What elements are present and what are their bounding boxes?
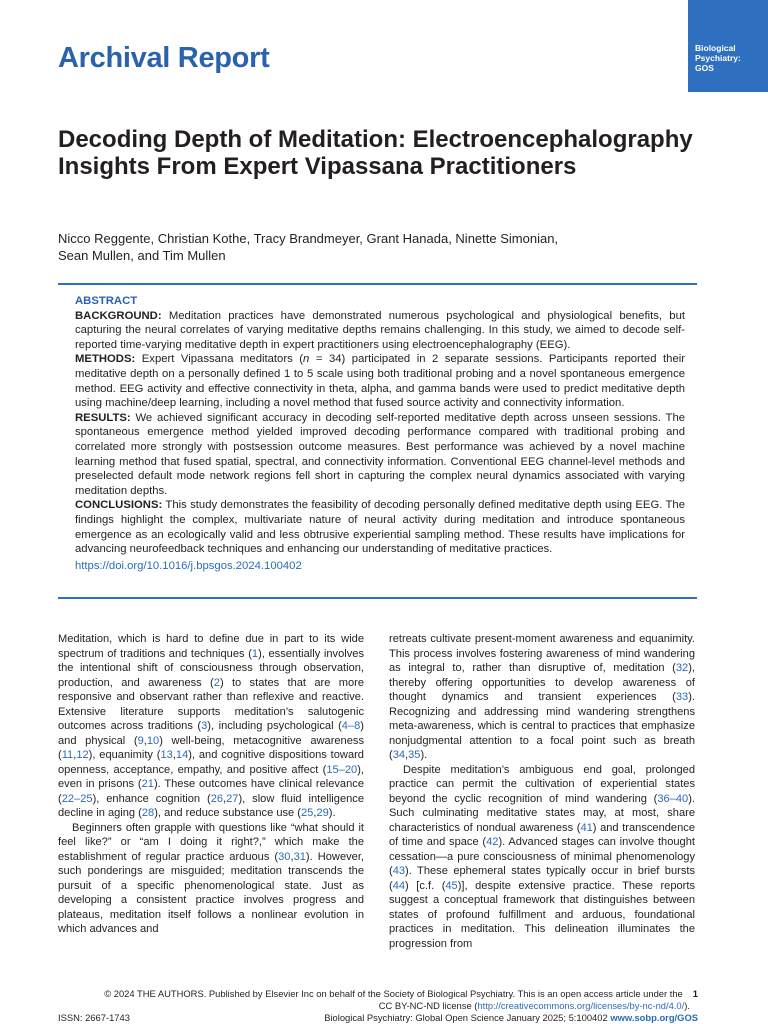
citation-link[interactable]: 29 [316, 807, 329, 819]
citation-link[interactable]: 27 [226, 792, 239, 805]
abstract-methods [75, 352, 685, 410]
citation-link[interactable]: 3 [201, 720, 208, 732]
body-column-right [389, 632, 695, 951]
citation-link[interactable]: 36–40 [657, 792, 689, 805]
journal-badge-line: Biological [695, 43, 736, 53]
journal-site-link[interactable]: www.sobp.org/GOS [610, 1012, 698, 1023]
citation-link[interactable]: 26 [210, 792, 224, 805]
citation-link[interactable]: 45 [445, 879, 458, 892]
citation-link[interactable]: 13 [160, 749, 173, 761]
abstract-heading: ABSTRACT [75, 295, 138, 307]
citation-link[interactable]: 33 [675, 691, 689, 703]
results-label: RESULTS: [75, 411, 131, 424]
citation-link[interactable]: 10 [146, 734, 160, 747]
citation-link[interactable]: 22–25 [61, 792, 93, 805]
conclusions-label: CONCLUSIONS: [75, 499, 163, 512]
citation-link[interactable]: 9 [137, 734, 144, 747]
results-text: We achieved significant accuracy in decoding self-reported meditative depth across unseen sessions. The spontaneous emergence method yielded improved decoding performance compared with traditional probing and correlated more strongly with postsession outcome measures. Best performance was achieved by a novel machine learning method that fused spatial, spectral, and connectivity information. Conventional EEG channel-level methods and preselected default mode network regions fell short in capturing the complex neural dynamics associated with varying meditation depths. [75, 411, 686, 497]
citation-link[interactable]: 21 [141, 778, 154, 790]
authors-line: Sean Mullen, and Tim Mullen [58, 248, 226, 263]
abstract-results [75, 411, 685, 499]
body-paragraph: Despite meditation’s ambiguous end goal, prolonged practice can permit the cultivation of experiential states beyond the cyclic recognition of mind wandering (36–40). Such culminating meditative states may, at most, share characteristics of nondual awareness (41) and transcendence of time and space (42). Advanced stages can involve thought cessation—a pure consciousness of minimal phenomenology (43). These ephemeral states typically occur in brief bursts (44) [c.f. (45)], despite extensive practice. These reports suggest a conceptual framework that distinguishes between states of profound fulfillment and arduous, foundational practices in meditation. This delineation illuminates the progression from [389, 763, 695, 950]
page-number: 1 [692, 988, 698, 999]
footer-bottom-row [58, 1012, 698, 1024]
citation-link[interactable]: 14 [175, 749, 189, 761]
abstract [75, 294, 685, 573]
methods-label: METHODS: [75, 353, 136, 366]
license-line [58, 988, 698, 1000]
license-link[interactable]: http://creativecommons.org/licenses/by-nc-nd/4.0/ [477, 1000, 685, 1011]
issn: ISSN: 2667-1743 [58, 1012, 130, 1023]
citation-link[interactable]: 15–20 [326, 763, 358, 776]
citation-link[interactable]: 43 [392, 865, 406, 877]
citation-link[interactable]: 4–8 [341, 720, 361, 732]
methods-n-symbol: n [303, 353, 310, 366]
abstract-top-rule [58, 283, 697, 285]
author-list [58, 230, 688, 264]
section-label: Archival Report [58, 42, 270, 74]
citation-link[interactable]: 1 [251, 647, 259, 660]
license-line-2: CC BY-NC-ND license (http://creativecommons.org/licenses/by-nc-nd/4.0/). [378, 1000, 690, 1011]
journal-citation: Biological Psychiatry: Global Open Science January 2025; 5:100402 www.sobp.org/GOS [324, 1012, 698, 1023]
journal-badge[interactable] [688, 0, 768, 92]
citation-link[interactable]: 42 [486, 836, 499, 848]
citation-link[interactable]: 2 [213, 676, 220, 689]
citation-link[interactable]: 31 [293, 850, 306, 863]
license-text: © 2024 THE AUTHORS. Published by Elsevier Inc on behalf of the Society of Biological Psychiatry. This is an open access article under the [104, 988, 683, 999]
abstract-background [75, 309, 685, 353]
methods-text-cont: = 34) participated in 2 separate sessions. Participants reported their meditative depth on a personally defined 1 to 5 scale using both traditional probing and a novel spontaneous emergence method. EEG activity and effective connectivity in theta, alpha, and gamma bands were used to predict meditative depth using machine/deep learning, including a novel method that fused source activity and connectivity information. [75, 353, 685, 410]
background-label: BACKGROUND: [75, 309, 162, 322]
citation-link[interactable]: 25 [301, 807, 314, 819]
methods-text: Expert Vipassana meditators ( [141, 353, 304, 366]
citation-link[interactable]: 11 [61, 749, 74, 761]
citation-link[interactable]: 32 [675, 662, 689, 674]
body-paragraph: Meditation, which is hard to define due in part to its wide spectrum of traditions and techniques (1), essentially involves the intentional shift of consciousness through observation, production, and awareness (2) to states that are more responsive and observant rather than reflexive and reactive. Extensive literature supports meditation’s salutogenic outcomes across traditions (3), including psychological (4–8) and physical (9,10) well-being, metacognitive awareness (11,12), equanimity (13,14), and cognitive dispositions toward openness, acceptance, empathy, and positive affect (15–20), even in prisons (21). These outcomes have clinical relevance (22–25), enhance cognition (26,27), slow fluid intelligence decline in aging (28), and reduce substance use (25,29). [58, 633, 364, 819]
authors-line: Nicco Reggente, Christian Kothe, Tracy Brandmeyer, Grant Hanada, Ninette Simonian, [58, 231, 559, 246]
citation-link[interactable]: 35 [408, 749, 421, 761]
body-column-left [58, 632, 364, 937]
citation-link[interactable]: 41 [580, 821, 593, 834]
article-title: Decoding Depth of Meditation: Electroencephalography Insights From Expert Vipassana Practitioners [58, 126, 693, 180]
citation-link[interactable]: 30 [278, 850, 291, 863]
body-paragraph: retreats cultivate present-moment awareness and equanimity. This process involves fostering awareness of mind wandering as integral to, rather than disruptive of, meditation (32), thereby offering opportunities to develop awareness of thought dynamics and transient experiences (33). Recognizing and addressing mind wandering strengthens meta-awareness, which is central to practices that emphasize nonjudgmental attention to a focal point such as breath (34,35). [389, 633, 695, 761]
citation-link[interactable]: 44 [392, 879, 406, 892]
abstract-conclusions [75, 498, 685, 556]
citation-link[interactable]: 12 [76, 749, 89, 761]
citation-link[interactable]: 28 [141, 807, 155, 819]
background-text: Meditation practices have demonstrated numerous psychological and physiological benefits, but capturing the neural correlates of varying meditative depths remains challenging. In this study, we aimed to decode self-reported time-varying meditative depth in expert practitioners using electroencephalography (EEG). [75, 309, 685, 351]
abstract-bottom-rule [58, 597, 697, 599]
page-footer [58, 988, 698, 1024]
citation-link[interactable]: 34 [392, 749, 406, 761]
journal-badge-line: GOS [695, 63, 714, 73]
journal-badge-line: Psychiatry: [695, 53, 741, 63]
doi-link[interactable]: https://doi.org/10.1016/j.bpsgos.2024.100402 [75, 559, 302, 572]
conclusions-text: This study demonstrates the feasibility of decoding personally defined meditative depth using EEG. The findings highlight the complex, multivariate nature of neural activity during meditation and introduce spontaneous emergence as an ecologically valid and less obtrusive experiential sampling method. These results have implications for advancing neurofeedback techniques and enhancing our understanding of meditative practices. [75, 499, 686, 556]
body-paragraph: Beginners often grapple with questions like “what should it feel like?” or “am I doing it right?,” which make the establishment of regular practice arduous (30,31). However, such ponderings are misguided; meditation transcends the pursuit of a specific phenomenological state. Just as developing a consistent practice involves progress and plateaus, meditation itself follows a nonlinear evolution in which advances and [58, 821, 364, 935]
